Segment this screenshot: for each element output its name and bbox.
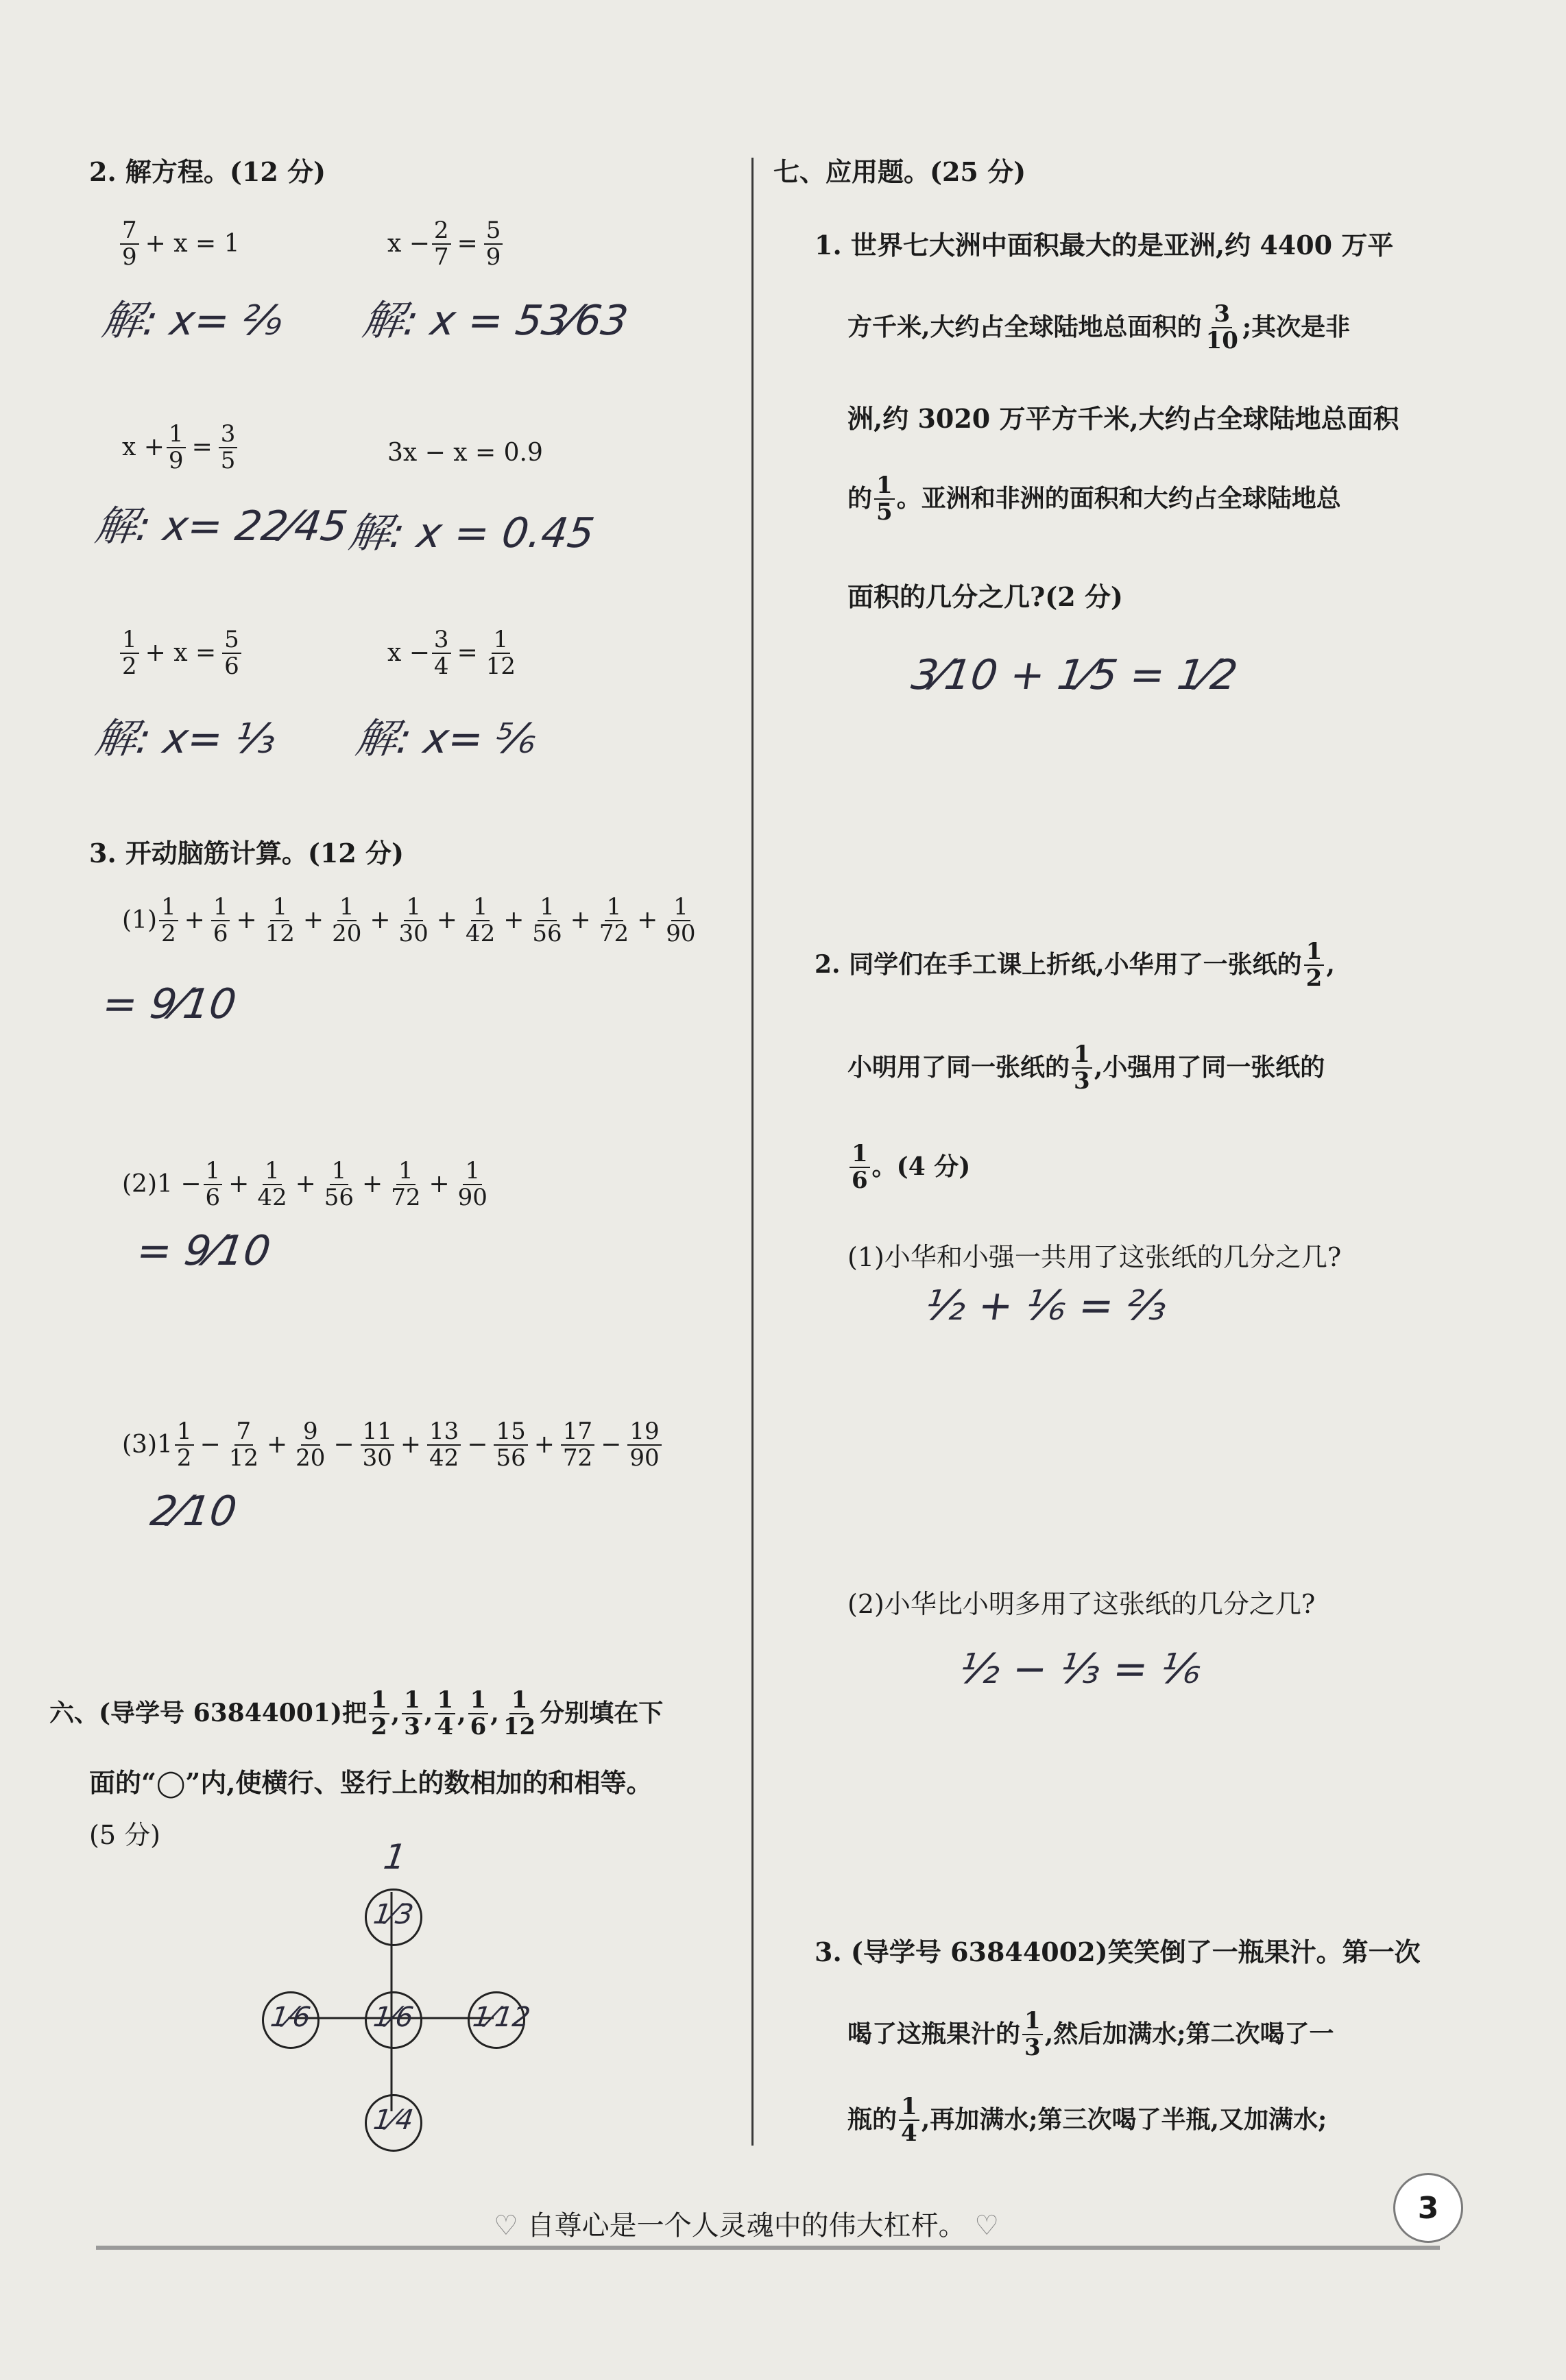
q1-line-2: 方千米,大约占全球陆地总面积的 $\frac{3}{10}$ ;其次是非 — [847, 300, 1351, 354]
q1-line-4: 的 $\frac{1}{5}$ 。亚洲和非洲的面积和大约占全球陆地总 — [847, 472, 1341, 526]
q2-line-3: $\frac{1}{6}$ 。(4 分) — [847, 1141, 970, 1193]
q2-sub-2: (2)小华比小明多用了这张纸的几分之几? — [847, 1589, 1316, 1619]
equation-1: $\frac{7}{9}$ + x = 1 — [118, 218, 244, 269]
q1-line-1: 1. 世界七大洲中面积最大的是亚洲,约 4400 万平 — [815, 230, 1394, 260]
handwritten-answer-3-2: = 9⁄10 — [134, 1227, 274, 1275]
q3-line-3: 瓶的 $\frac{1}{4}$ ,再加满水;第三次喝了半瓶,又加满水; — [847, 2093, 1327, 2147]
handwritten-answer-3: 解: x= 22⁄45 — [92, 502, 351, 550]
q2-line-2: 小明用了同一张纸的 $\frac{1}{3}$ ,小强用了同一张纸的 — [847, 1041, 1325, 1095]
heart-icon: ♡ — [494, 2210, 518, 2242]
equation-4: 3x − x = 0.9 — [387, 439, 543, 467]
handwritten-circle-left: 1⁄6 — [268, 2002, 313, 2033]
handwritten-answer-1: 解: x= ²⁄₉ — [99, 297, 286, 345]
section-7-title: 七、应用题。(25 分) — [773, 156, 1026, 187]
handwritten-circle-center: 1⁄6 — [371, 2002, 415, 2033]
problem-3-3: (3)1 $\frac{1}{2}$ − $\frac{7}{12}$ + $\frac{9}{20}$ − $\frac{11}{30}$ + $\frac{13}{42}$ − $\frac{15}{56}$ + $\frac{17}{72}$ − $\frac{19}{90}$ — [122, 1419, 664, 1470]
section-6-line-2: 面的“◯”内,使横行、竖行上的数相加的和相等。 — [89, 1767, 653, 1798]
column-divider — [751, 158, 754, 2146]
handwritten-answer-4: 解: x = 0.45 — [346, 509, 598, 557]
q3-line-1: 3. (导学号 63844002)笑笑倒了一瓶果汁。第一次 — [815, 1936, 1421, 1967]
equation-2: x − $\frac{2}{7}$ = $\frac{5}{9}$ — [387, 218, 505, 269]
section-2-title: 2. 解方程。(12 分) — [89, 156, 326, 187]
equation-6: x − $\frac{3}{4}$ = $\frac{1}{12}$ — [387, 626, 516, 680]
section-6-points: (5 分) — [89, 1820, 160, 1850]
handwritten-answer-2: 解: x = 53⁄63 — [359, 297, 631, 345]
q2-line-1: 2. 同学们在手工课上折纸,小华用了一张纸的 $\frac{1}{2}$ , — [815, 938, 1335, 992]
handwritten-answer-5: 解: x= ¹⁄₃ — [92, 715, 279, 763]
page-number: 3 — [1393, 2173, 1463, 2243]
footer-rule — [96, 2246, 1440, 2250]
q1-line-3: 洲,约 3020 万平方千米,大约占全球陆地总面积 — [847, 403, 1399, 434]
equation-5: $\frac{1}{2}$ + x = $\frac{5}{6}$ — [118, 627, 243, 679]
heart-icon: ♡ — [974, 2210, 1000, 2242]
section-6-line-1: 六、(导学号 63844001)把 $\frac{1}{2}$ , $\frac{1}{3}$ , $\frac{1}{4}$ , $\frac{1}{6}$ , $\frac{1}{12}$ 分别填在下 — [49, 1686, 664, 1740]
handwritten-circle-right: 1⁄12 — [470, 2002, 533, 2033]
handwritten-circle-top: 1⁄3 — [371, 1899, 415, 1930]
handwritten-answer-6: 解: x= ⁵⁄₆ — [352, 715, 540, 763]
equation-3: x + $\frac{1}{9}$ = $\frac{3}{5}$ — [122, 422, 239, 473]
q2-sub-1: (1)小华和小强一共用了这张纸的几分之几? — [847, 1242, 1342, 1272]
handwritten-answer-3-1: = 9⁄10 — [99, 980, 239, 1028]
problem-3-1: (1) $\frac{1}{2}$ + $\frac{1}{6}$ + $\frac{1}{12}$ + $\frac{1}{20}$ + $\frac{1}{30}$ + $\frac{1}{42}$ + $\frac{1}{56}$ + $\frac{1}{72}$ + $\frac{1}{90}$ — [122, 893, 696, 947]
q3-line-2: 喝了这瓶果汁的 $\frac{1}{3}$ ,然后加满水;第二次喝了一 — [847, 2007, 1334, 2061]
footer-motto: ♡ 自尊心是一个人灵魂中的伟大杠杆。 ♡ — [494, 2210, 1000, 2242]
handwritten-q2-1-answer: ½ + ⅙ = ⅔ — [922, 1282, 1170, 1330]
handwritten-answer-3-3: 2⁄10 — [147, 1487, 240, 1535]
handwritten-q2-2-answer: ½ − ⅓ = ⅙ — [956, 1645, 1205, 1693]
section-3-title: 3. 开动脑筋计算。(12 分) — [89, 838, 404, 869]
handwritten-circle-above: 1 — [381, 1837, 409, 1877]
q1-line-5: 面积的几分之几?(2 分) — [847, 581, 1123, 612]
handwritten-circle-bottom: 1⁄4 — [371, 2104, 415, 2136]
problem-3-2: (2)1 − $\frac{1}{6}$ + $\frac{1}{42}$ + $\frac{1}{56}$ + $\frac{1}{72}$ + $\frac{1}{90}$ — [122, 1157, 487, 1211]
handwritten-q1-answer: 3⁄10 + 1⁄5 = 1⁄2 — [908, 651, 1241, 699]
